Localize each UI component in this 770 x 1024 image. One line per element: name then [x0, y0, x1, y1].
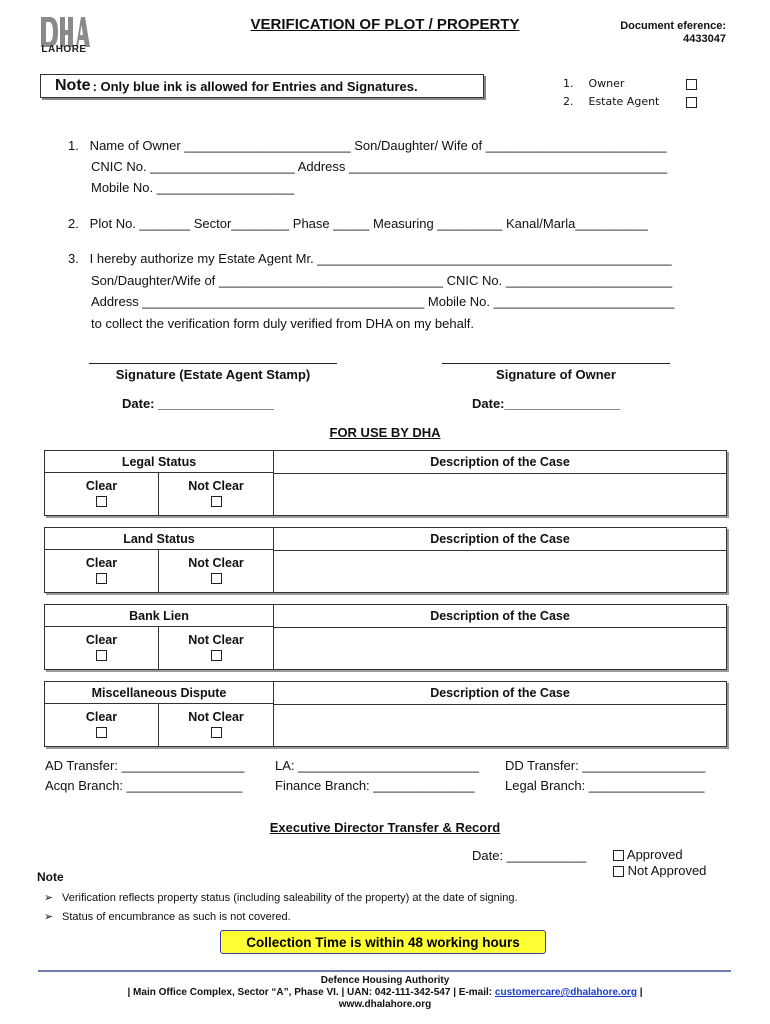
note-lead: Note	[55, 77, 91, 94]
not-clear-checkbox[interactable]	[211, 573, 222, 584]
not-clear-option[interactable]	[159, 704, 274, 746]
owner-name-line[interactable]: 1. Name of Owner _______________________ Son/Daughter/ Wife of _________________________	[68, 138, 667, 153]
owner-date-field[interactable]: Date:________________	[472, 396, 621, 411]
footer-org: Defence Housing Authority	[320, 975, 450, 986]
ed-date-field[interactable]: Date: ___________	[472, 848, 587, 863]
clear-checkbox[interactable]	[96, 496, 107, 507]
note-item-text: Status of encumbrance as such is not covered.	[62, 911, 291, 923]
estate-agent-line[interactable]: 3. I hereby authorize my Estate Agent Mr. _________________________________________________	[68, 251, 672, 266]
not-approved-checkbox[interactable]	[613, 866, 624, 877]
footer-contact	[0, 987, 770, 999]
approved-option[interactable]	[613, 847, 683, 862]
note-item	[44, 891, 518, 904]
note-text: : Only blue ink is allowed for Entries and Signatures.	[92, 78, 418, 94]
block-title: Bank Lien	[45, 605, 274, 627]
agent-signature-label: Signature (Estate Agent Stamp)	[115, 367, 311, 382]
block-description-header: Description of the Case	[274, 682, 726, 705]
block-title: Miscellaneous Dispute	[45, 682, 274, 704]
executive-director-heading: Executive Director Transfer & Record	[269, 820, 501, 835]
not-clear-option[interactable]	[159, 473, 274, 515]
clear-checkbox[interactable]	[96, 727, 107, 738]
not-approved-label: Not Approved	[627, 863, 707, 878]
notes-heading: Note	[37, 870, 64, 884]
miscellaneous-dispute-block	[44, 681, 727, 747]
block-title: Legal Status	[45, 451, 274, 473]
clear-option[interactable]	[45, 473, 159, 515]
clear-option[interactable]	[45, 550, 159, 592]
option-label: Estate Agent	[588, 95, 660, 108]
not-clear-checkbox[interactable]	[211, 727, 222, 738]
estate-agent-checkbox[interactable]	[686, 97, 697, 108]
collection-time-banner: Collection Time is within 48 working hours	[220, 930, 546, 954]
note-item-text: Verification reflects property status (including saleability of the property) at the date of signing.	[62, 892, 518, 904]
land-status-block	[44, 527, 727, 593]
block-description-header: Description of the Case	[274, 451, 726, 474]
applicant-agent-option[interactable]	[563, 95, 697, 108]
not-clear-option[interactable]	[159, 627, 274, 669]
not-clear-checkbox[interactable]	[211, 650, 222, 661]
la-field[interactable]: LA: _________________________	[275, 758, 479, 773]
owner-signature-line[interactable]	[442, 363, 670, 364]
footer-address: | Main Office Complex, Sector “A”, Phase VI. | UAN: 042-111-342-547 | E-mail:	[127, 987, 495, 998]
document-title: VERIFICATION OF PLOT / PROPERTY	[250, 16, 520, 33]
legal-branch-field[interactable]: Legal Branch: ________________	[505, 778, 705, 793]
agent-date-field[interactable]: Date: ________________	[122, 396, 274, 411]
option-label: Not Clear	[188, 556, 244, 570]
block-title: Land Status	[45, 528, 274, 550]
clear-option[interactable]	[45, 627, 159, 669]
clear-option[interactable]	[45, 704, 159, 746]
authorization-statement: to collect the verification form duly verified from DHA on my behalf.	[91, 316, 474, 331]
owner-signature-label: Signature of Owner	[496, 367, 616, 382]
footer-divider	[38, 970, 731, 972]
footer-separator: |	[636, 987, 643, 998]
legal-status-block	[44, 450, 727, 516]
dd-transfer-field[interactable]: DD Transfer: _________________	[505, 758, 706, 773]
cnic-address-line[interactable]: CNIC No. ____________________ Address ____________________________________________	[91, 159, 668, 174]
not-clear-checkbox[interactable]	[211, 496, 222, 507]
option-number: 1.	[563, 77, 574, 90]
arrow-bullet-icon: ➢	[44, 910, 54, 923]
option-label: Clear	[85, 633, 118, 647]
applicant-owner-option[interactable]	[563, 77, 697, 90]
block-description-header: Description of the Case	[274, 528, 726, 551]
approved-checkbox[interactable]	[613, 850, 624, 861]
agent-signature-line[interactable]	[89, 363, 337, 364]
blue-ink-note	[40, 74, 484, 98]
option-label: Clear	[85, 479, 118, 493]
option-number: 2.	[563, 95, 574, 108]
arrow-bullet-icon: ➢	[44, 891, 54, 904]
agent-address-mobile-line[interactable]: Address _______________________________________ Mobile No. _________________________	[91, 294, 675, 309]
document-reference	[620, 20, 726, 46]
option-label: Clear	[85, 556, 118, 570]
approved-label: Approved	[626, 847, 683, 862]
option-label: Not Clear	[188, 479, 244, 493]
not-clear-option[interactable]	[159, 550, 274, 592]
footer-website[interactable]: www.dhalahore.org	[338, 999, 432, 1010]
plot-details-line[interactable]: 2. Plot No. _______ Sector________ Phase _____ Measuring _________ Kanal/Marla__________	[68, 216, 648, 231]
option-label: Clear	[85, 710, 118, 724]
agent-relation-cnic-line[interactable]: Son/Daughter/Wife of _______________________________ CNIC No. _______________________	[91, 273, 673, 288]
option-label: Not Clear	[188, 633, 244, 647]
ad-transfer-field[interactable]: AD Transfer: _________________	[45, 758, 245, 773]
not-approved-option[interactable]	[613, 863, 706, 878]
option-label: Not Clear	[188, 710, 244, 724]
email-link[interactable]: customercare@dhalahore.org	[494, 987, 637, 998]
block-description-header: Description of the Case	[274, 605, 726, 628]
option-label: Owner	[588, 77, 625, 90]
mobile-line[interactable]: Mobile No. ___________________	[91, 180, 295, 195]
logo-city: LAHORE	[41, 44, 87, 55]
clear-checkbox[interactable]	[96, 573, 107, 584]
note-item	[44, 910, 291, 923]
bank-lien-block	[44, 604, 727, 670]
clear-checkbox[interactable]	[96, 650, 107, 661]
acqn-branch-field[interactable]: Acqn Branch: ________________	[45, 778, 243, 793]
document-reference-label: Document eference:	[620, 20, 726, 32]
document-reference-value: 4433047	[683, 33, 726, 45]
dha-use-heading: FOR USE BY DHA	[329, 425, 441, 440]
owner-checkbox[interactable]	[686, 79, 697, 90]
finance-branch-field[interactable]: Finance Branch: ______________	[275, 778, 475, 793]
